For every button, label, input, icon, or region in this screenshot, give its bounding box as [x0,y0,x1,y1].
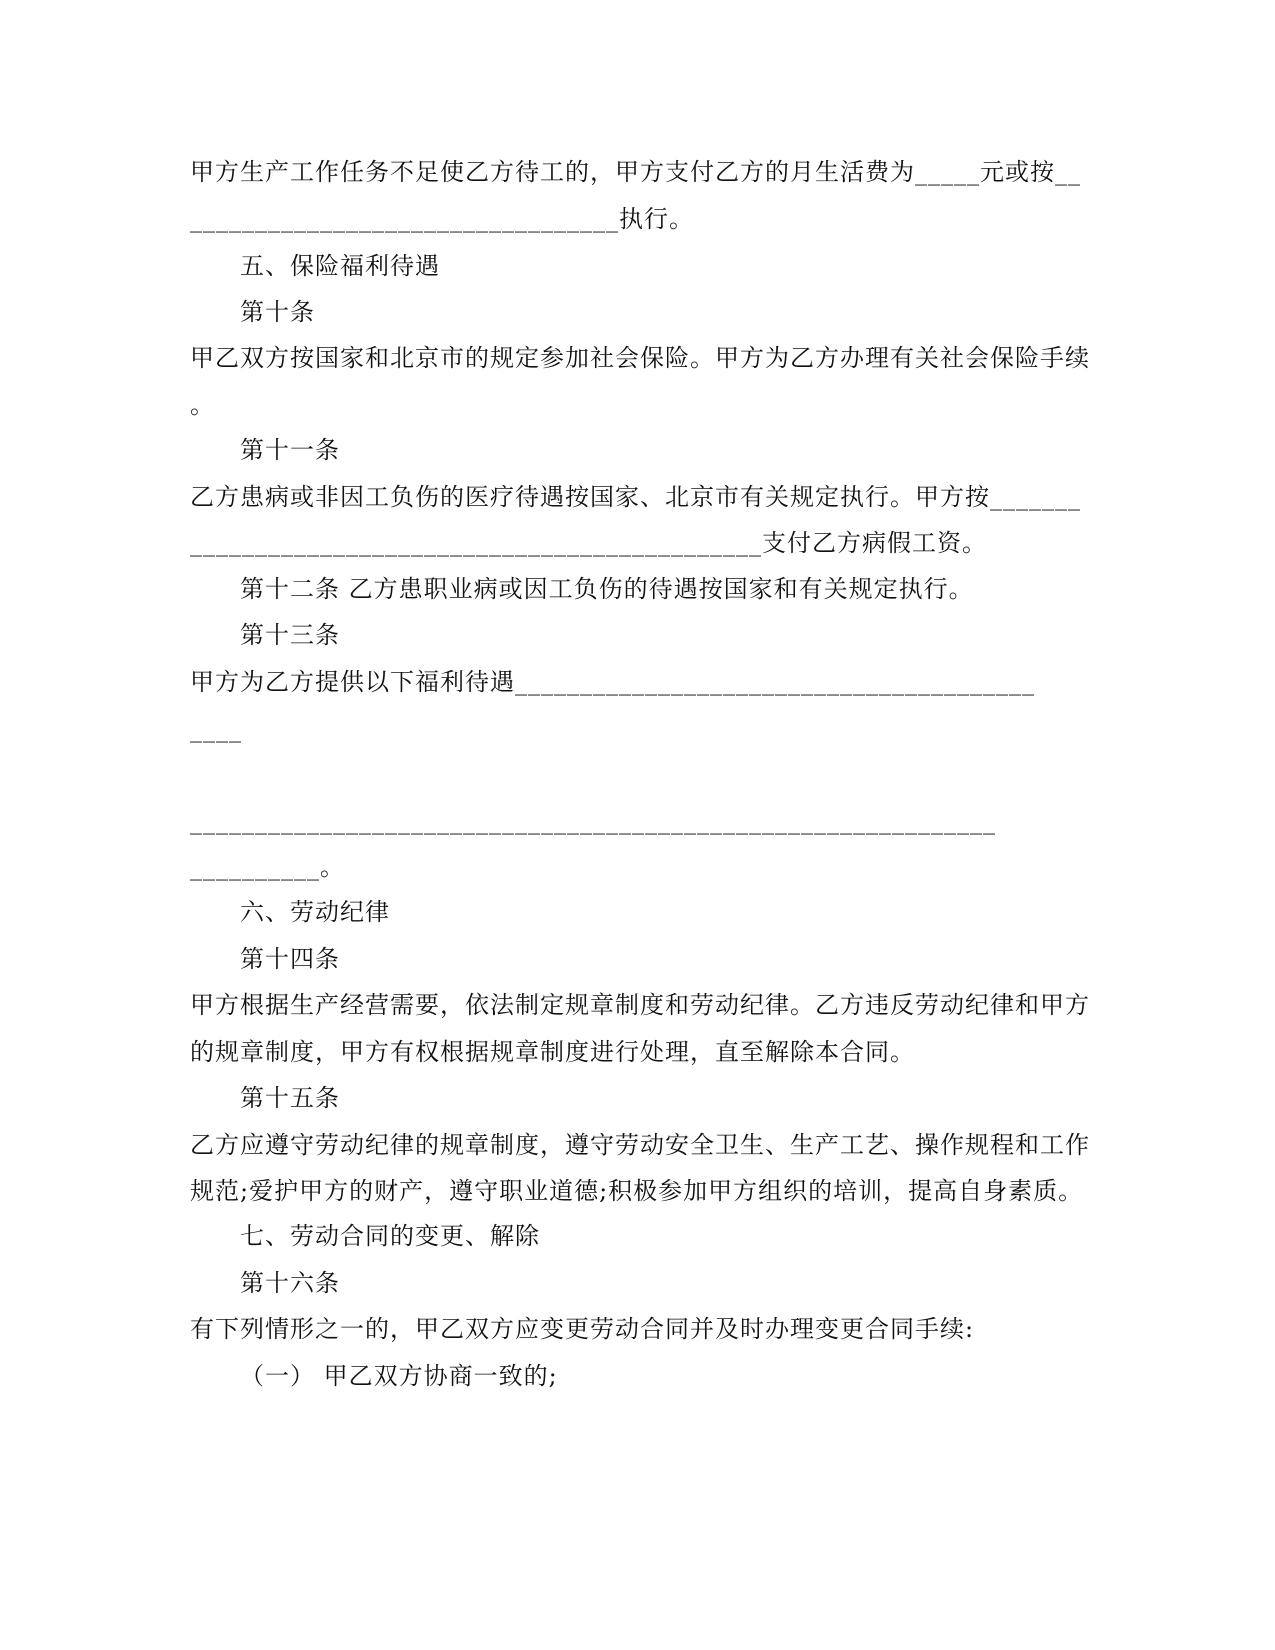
list-item: （一） 甲乙双方协商一致的; [240,1362,558,1390]
text-line: 乙方患病或非因工负伤的医疗待遇按国家、北京市有关规定执行。甲方按_______ [190,483,1081,511]
text-line: ______________________________________________________________ [190,807,996,835]
article-heading: 第十六条 [240,1269,340,1297]
article-heading: 第十一条 [240,436,340,464]
text-line: ____________________________________________支付乙方病假工资。 [190,529,987,557]
text-line: 甲方根据生产经营需要，依法制定规章制度和劳动纪律。乙方违反劳动纪律和甲方 [190,991,1090,1019]
text-line: 有下列情形之一的，甲乙双方应变更劳动合同并及时办理变更合同手续: [190,1315,975,1343]
text-line: 的规章制度，甲方有权根据规章制度进行处理，直至解除本合同。 [190,1038,915,1066]
text-line: _________________________________执行。 [190,205,694,233]
article-heading: 第十五条 [240,1084,340,1112]
text-line: ____ [190,715,242,743]
section-heading: 六、劳动纪律 [240,898,390,926]
section-heading: 七、劳动合同的变更、解除 [240,1222,540,1250]
text-line: 甲方为乙方提供以下福利待遇________________________________________ [190,668,1035,696]
section-heading: 五、保险福利待遇 [240,252,440,280]
text-line: 。 [190,391,215,419]
text-line: 规范;爱护甲方的财产，遵守职业道德;积极参加甲方组织的培训，提高自身素质。 [190,1177,1084,1205]
article-heading: 第十二条 乙方患职业病或因工负伤的待遇按国家和有关规定执行。 [240,575,974,603]
article-heading: 第十四条 [240,945,340,973]
text-line: __________。 [190,853,345,881]
article-heading: 第十条 [240,298,315,326]
text-line: 甲乙双方按国家和北京市的规定参加社会保险。甲方为乙方办理有关社会保险手续 [190,344,1090,372]
article-heading: 第十三条 [240,621,340,649]
text-line: 甲方生产工作任务不足使乙方待工的，甲方支付乙方的月生活费为_____元或按__ [190,158,1081,186]
text-line: 乙方应遵守劳动纪律的规章制度，遵守劳动安全卫生、生产工艺、操作规程和工作 [190,1131,1090,1159]
